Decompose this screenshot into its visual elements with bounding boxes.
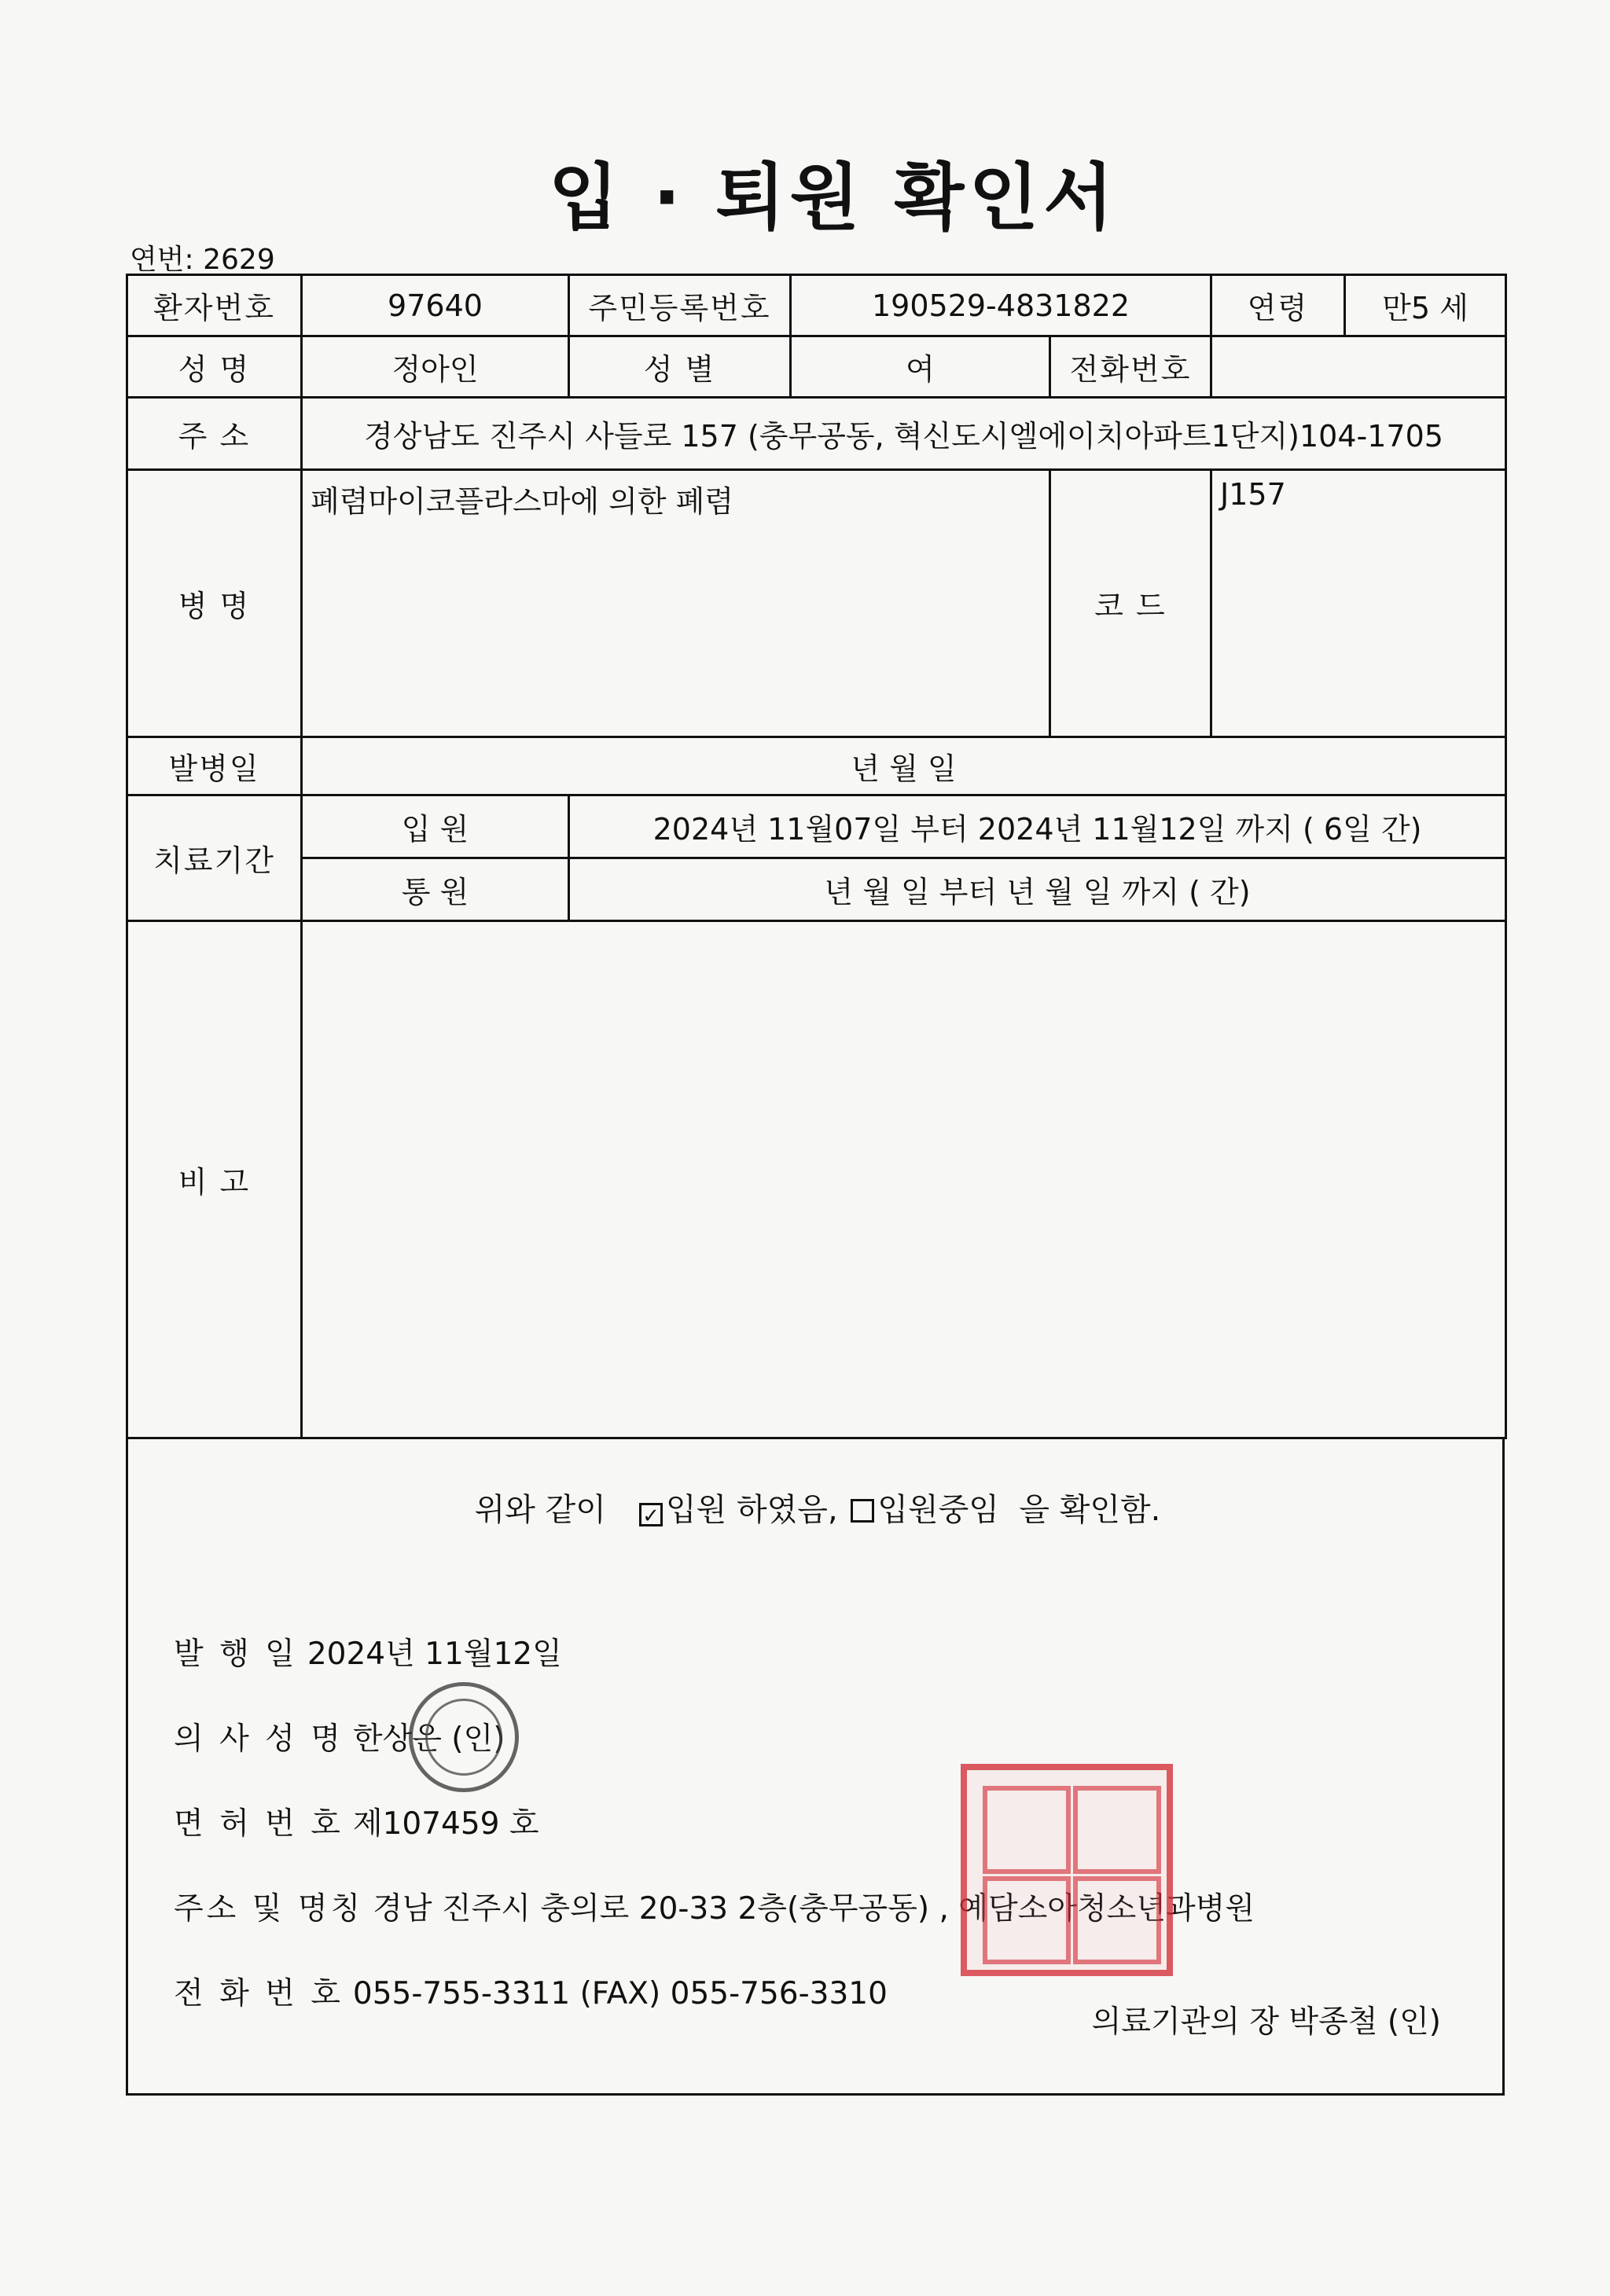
doctor-value: 한상은 (인) (352, 1721, 505, 1757)
hospital-address-value: 경남 진주시 충의로 20-33 2층(충무공동) , 예담소아청소년과병원 (373, 1891, 1255, 1927)
inpatient-period: 2024년 11월07일 부터 2024년 11월12일 까지 ( 6일 간) (569, 795, 1506, 858)
code-value: J157 (1211, 470, 1506, 737)
remarks-label: 비 고 (127, 921, 302, 1438)
checkbox-in-hospital (851, 1499, 874, 1523)
diagnosis-label: 병 명 (127, 470, 302, 737)
telephone-line (174, 1969, 888, 2013)
license-label: 면 허 번 호 (174, 1806, 344, 1842)
rrn-value: 190529-4831822 (791, 275, 1211, 336)
phone-label: 전화번호 (1050, 336, 1211, 398)
code-label: 코 드 (1050, 470, 1211, 737)
issue-date-line (174, 1629, 562, 1673)
confirm-option-in-hospital: 입원중임 (877, 1492, 999, 1528)
address-label: 주 소 (127, 398, 302, 470)
rrn-label: 주민등록번호 (569, 275, 791, 336)
telephone-label: 전 화 번 호 (174, 1976, 344, 2011)
license-value: 제107459 호 (352, 1806, 539, 1842)
serial-number: 연번: 2629 (130, 244, 275, 276)
name-value: 정아인 (302, 336, 569, 398)
age-value: 만5 세 (1345, 275, 1506, 336)
onset-value: 년 월 일 (302, 737, 1506, 795)
doctor-seal-icon (409, 1682, 519, 1792)
hospital-address-label: 주소 및 명칭 (174, 1891, 364, 1927)
confirm-option-admitted: 입원 하였음, (666, 1492, 838, 1528)
issue-date-value: 2024년 11월12일 (307, 1637, 562, 1672)
issue-date-label: 발 행 일 (174, 1637, 298, 1672)
sex-value: 여 (791, 336, 1050, 398)
name-label: 성 명 (127, 336, 302, 398)
doctor-label: 의 사 성 명 (174, 1721, 344, 1757)
phone-value (1211, 336, 1506, 398)
confirm-suffix: 을 확인함. (1019, 1492, 1161, 1528)
hospital-seal-icon (961, 1764, 1173, 1976)
inpatient-label: 입 원 (302, 795, 569, 858)
onset-label: 발병일 (127, 737, 302, 795)
issue-section (126, 1437, 1505, 2096)
confirm-prefix: 위와 같이 (474, 1492, 606, 1528)
diagnosis-value: 폐렴마이코플라스마에 의한 폐렴 (302, 470, 1050, 737)
patient-id-label: 환자번호 (127, 275, 302, 336)
telephone-value: 055-755-3311 (FAX) 055-756-3310 (352, 1976, 888, 2011)
treatment-label: 치료기간 (127, 795, 302, 921)
remarks-value (302, 921, 1506, 1438)
patient-info-table (126, 274, 1507, 1439)
hospital-head: 의료기관의 장 박종철 (인) (1091, 2004, 1441, 2040)
age-label: 연령 (1211, 275, 1345, 336)
confirmation-statement (128, 1485, 1507, 1530)
license-line (174, 1799, 539, 1843)
outpatient-label: 통 원 (302, 858, 569, 921)
outpatient-period: 년 월 일 부터 년 월 일 까지 ( 간) (569, 858, 1506, 921)
checkbox-admitted: ✓ (639, 1503, 663, 1526)
address-value: 경상남도 진주시 사들로 157 (충무공동, 혁신도시엘에이치아파트1단지)104-1705 (302, 398, 1506, 470)
patient-id-value: 97640 (302, 275, 569, 336)
sex-label: 성 별 (569, 336, 791, 398)
document-title: 입 · 퇴원 확인서 (548, 156, 1119, 240)
